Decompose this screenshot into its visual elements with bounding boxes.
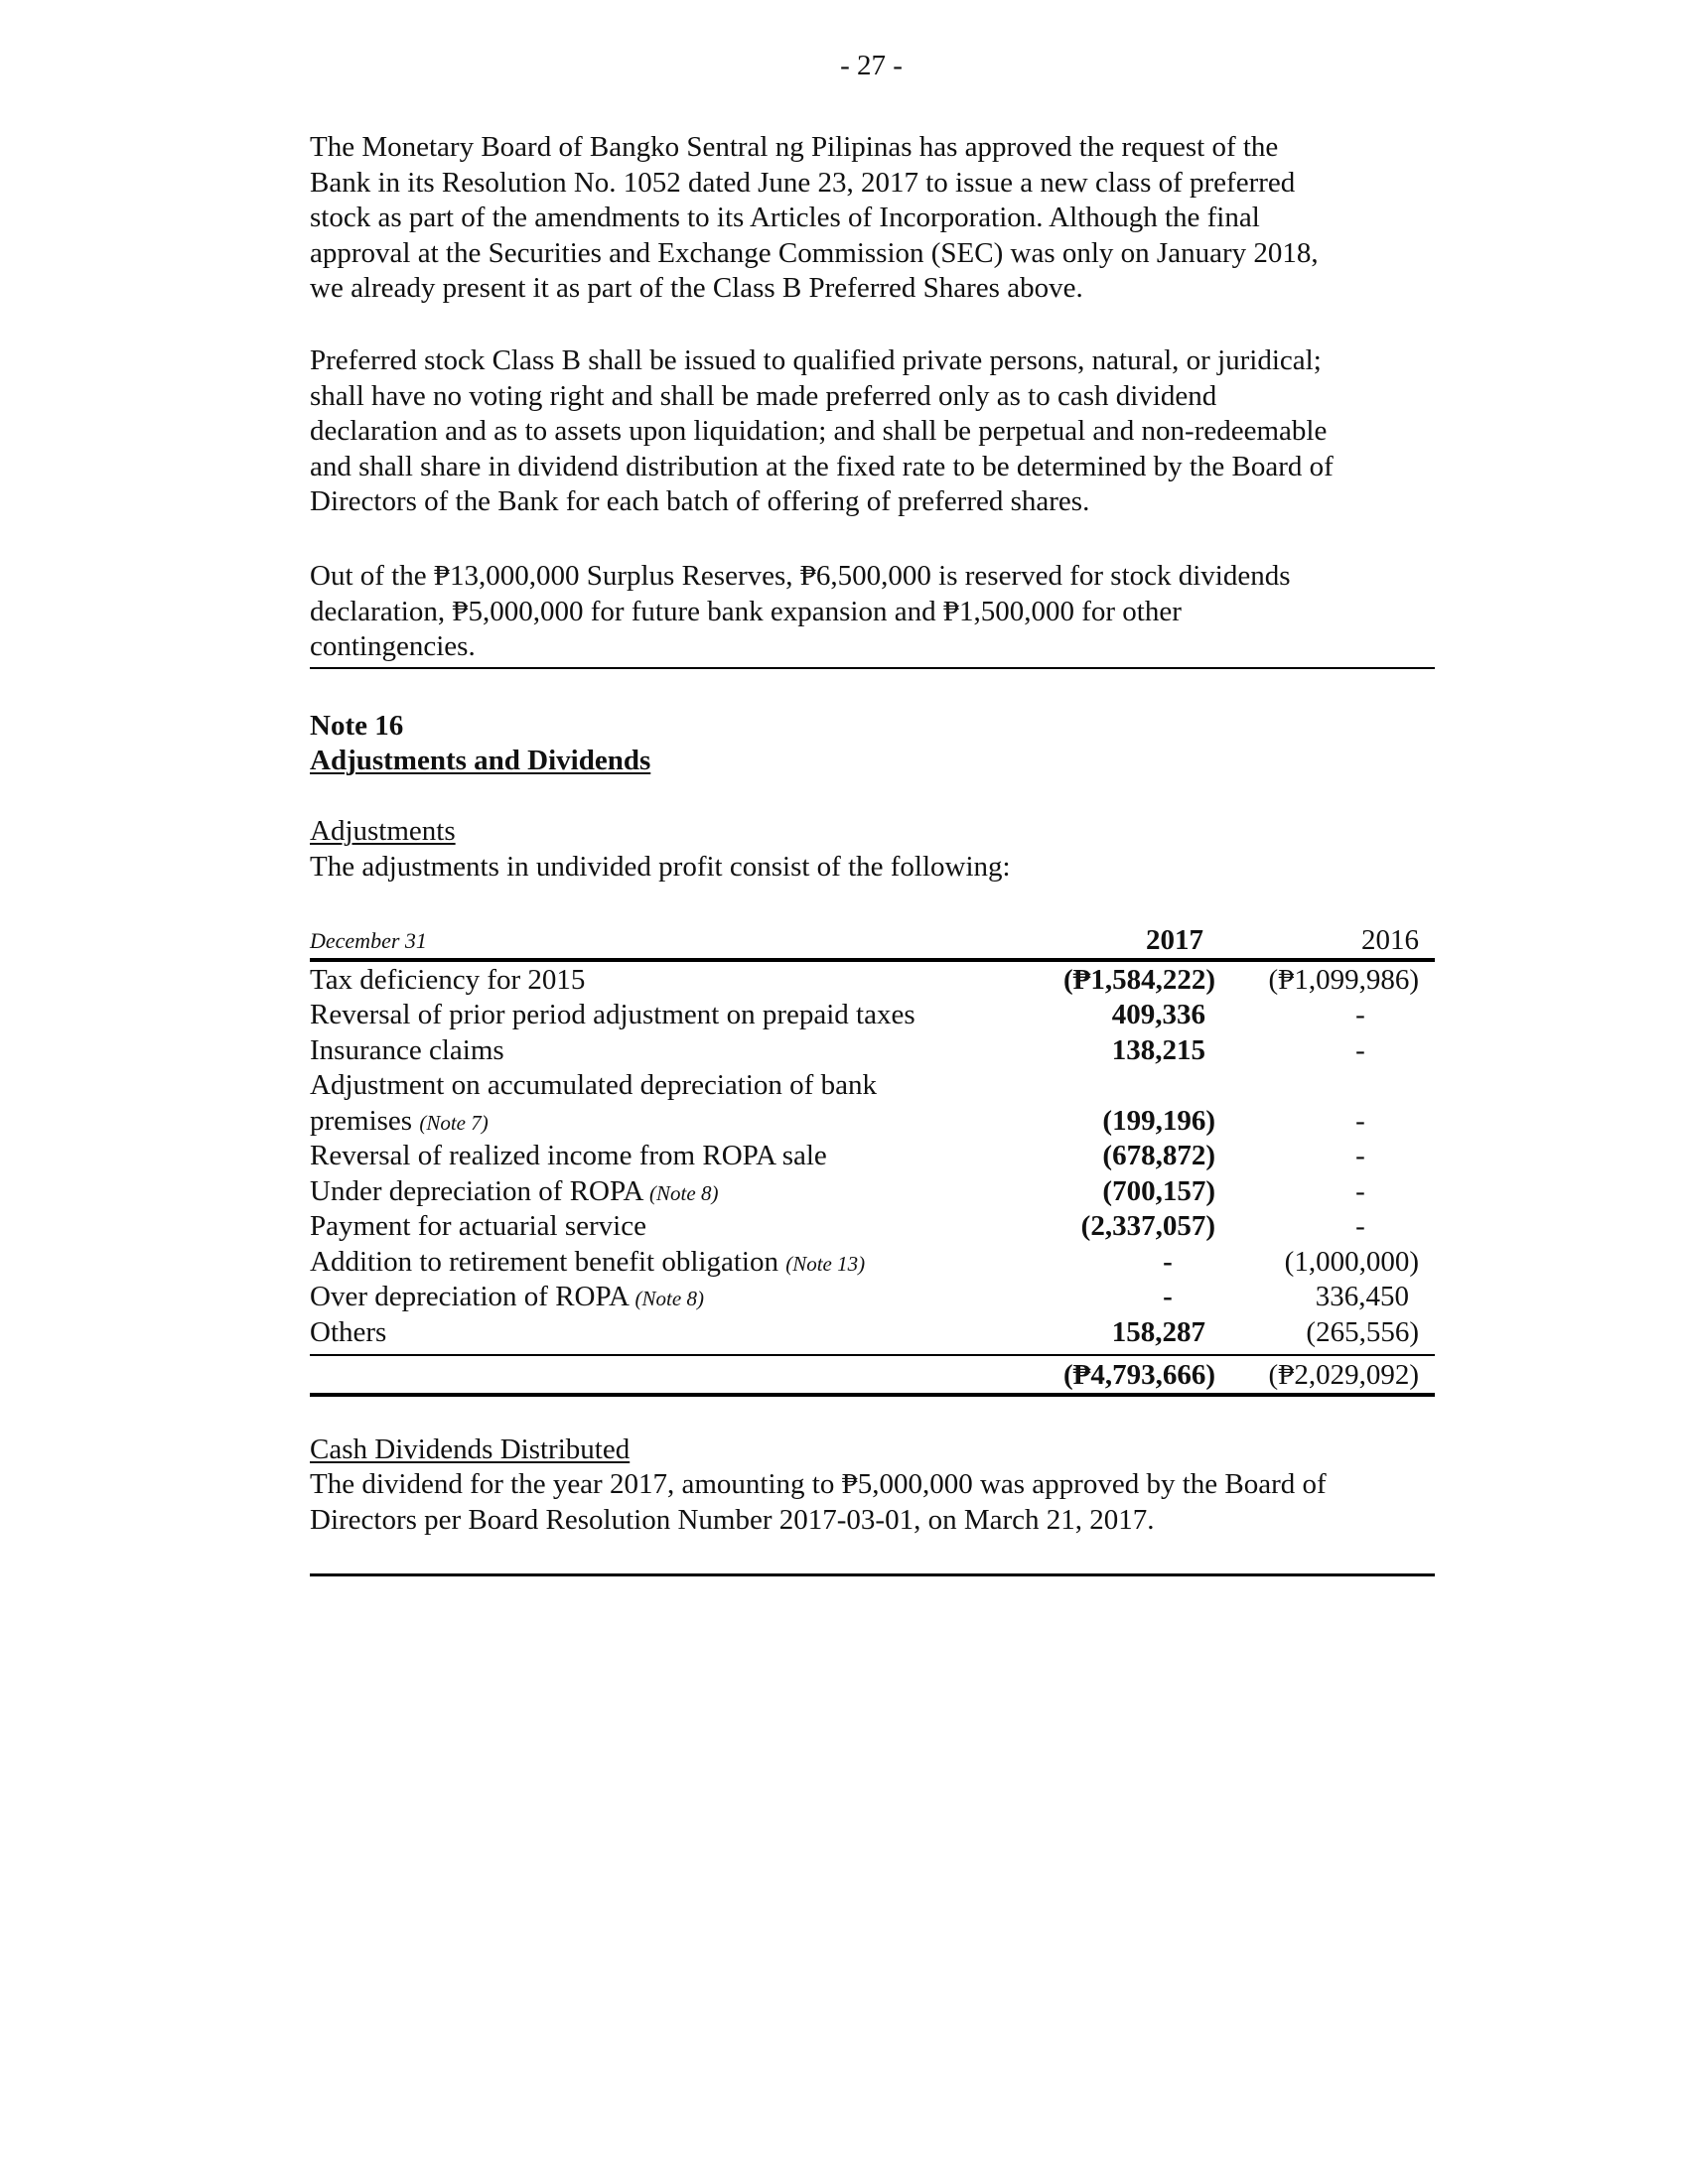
adjustments-subtitle: Adjustments	[310, 815, 456, 847]
value-2016: -	[1355, 1210, 1365, 1242]
row-label	[310, 1174, 718, 1212]
row-label: Tax deficiency for 2015	[310, 964, 586, 996]
note-reference: (Note 8)	[649, 1181, 719, 1205]
note-number: Note 16	[310, 710, 404, 742]
text-line: The Monetary Board of Bangko Sentral ng Pilipinas has approved the request of the	[310, 131, 1279, 163]
table-row	[310, 963, 1435, 999]
text-line: Bank in its Resolution No. 1052 dated June 23, 2017 to issue a new class of preferred	[310, 166, 1296, 199]
row-label: Others	[310, 1316, 387, 1348]
text-line: declaration, ₱5,000,000 for future bank expansion and ₱1,500,000 for other	[310, 595, 1182, 627]
row-label	[310, 1280, 704, 1317]
paragraph-class-b-terms	[310, 343, 1442, 520]
table-row	[310, 1315, 1435, 1351]
text-line: declaration and as to assets upon liquidation; and shall be perpetual and non-redeemable	[310, 415, 1328, 448]
row-label: Insurance claims	[310, 1034, 504, 1066]
value-2017: -	[1163, 1281, 1173, 1312]
table-row	[310, 1068, 1435, 1104]
text-line: Preferred stock Class B shall be issued to qualified private persons, natural, or juridical;	[310, 344, 1322, 376]
note-title: Adjustments and Dividends	[310, 745, 651, 776]
total-2017: (₱4,793,666)	[1062, 1359, 1215, 1391]
value-2017: (₱1,584,222)	[1062, 964, 1215, 996]
table-row	[310, 1104, 1435, 1140]
row-label: Payment for actuarial service	[310, 1210, 646, 1242]
value-2016: -	[1355, 999, 1365, 1030]
value-2016: (1,000,000)	[1284, 1246, 1419, 1278]
table-total-row	[310, 1358, 1435, 1394]
page-number: - 27 -	[840, 50, 903, 81]
row-label-text: Over depreciation of ROPA	[310, 1281, 629, 1312]
value-2017: (700,157)	[1102, 1175, 1215, 1207]
row-label: Adjustment on accumulated depreciation of bank	[310, 1069, 877, 1101]
row-label	[310, 1104, 489, 1142]
table-header-row	[310, 923, 1435, 959]
value-2016: -	[1355, 1034, 1365, 1066]
value-2016: -	[1355, 1140, 1365, 1171]
paragraph-surplus-reserves	[310, 559, 1442, 665]
text-line: we already present it as part of the Class B Preferred Shares above.	[310, 272, 1083, 305]
value-2016: -	[1355, 1105, 1365, 1137]
row-label	[310, 1245, 865, 1283]
table-row	[310, 1209, 1435, 1245]
note-reference: (Note 13)	[785, 1252, 866, 1276]
total-double-rule	[310, 1393, 1435, 1397]
text-line: Directors of the Bank for each batch of offering of preferred shares.	[310, 485, 1090, 518]
row-label-text: Addition to retirement benefit obligation	[310, 1246, 778, 1278]
text-line: approval at the Securities and Exchange Commission (SEC) was only on January 2018,	[310, 236, 1319, 269]
value-2016: (265,556)	[1306, 1316, 1419, 1348]
text-line: The dividend for the year 2017, amounting to ₱5,000,000 was approved by the Board of	[310, 1468, 1327, 1500]
table-row	[310, 1245, 1435, 1281]
header-date-label: December 31	[310, 928, 427, 953]
table-row	[310, 1280, 1435, 1315]
paragraph-class-b-approval	[310, 130, 1442, 307]
row-label: Reversal of realized income from ROPA sale	[310, 1140, 827, 1171]
value-2017: 409,336	[1111, 999, 1205, 1030]
value-2016: 336,450	[1315, 1281, 1409, 1312]
table-row	[310, 1174, 1435, 1210]
text-line: Directors per Board Resolution Number 2017-03-01, on March 21, 2017.	[310, 1503, 1155, 1536]
value-2017: (678,872)	[1102, 1140, 1215, 1171]
table-row	[310, 1033, 1435, 1069]
value-2016: (₱1,099,986)	[1268, 964, 1419, 996]
value-2017: (2,337,057)	[1080, 1210, 1215, 1242]
row-label: Reversal of prior period adjustment on prepaid taxes	[310, 999, 915, 1030]
text-line: and shall share in dividend distribution at the fixed rate to be determined by the Board of	[310, 450, 1334, 482]
text-line: Out of the ₱13,000,000 Surplus Reserves, ₱6,500,000 is reserved for stock dividends	[310, 560, 1291, 592]
text-line: stock as part of the amendments to its Articles of Incorporation. Although the final	[310, 202, 1260, 234]
value-2017: (199,196)	[1102, 1105, 1215, 1137]
table-row	[310, 1139, 1435, 1174]
adjustments-intro: The adjustments in undivided profit consist of the following:	[310, 851, 1011, 883]
value-2017: 138,215	[1111, 1034, 1205, 1066]
text-line: contingencies.	[310, 630, 476, 663]
section-end-rule	[310, 1573, 1435, 1576]
section-divider	[310, 667, 1435, 669]
value-2017: 158,287	[1111, 1316, 1205, 1348]
header-2016: 2016	[1361, 924, 1419, 956]
cash-dividends-text	[310, 1467, 1442, 1538]
header-thick-rule	[310, 958, 1435, 962]
row-label-text: premises	[310, 1105, 413, 1137]
note-reference: (Note 7)	[419, 1111, 489, 1135]
value-2016: -	[1355, 1175, 1365, 1207]
table-row	[310, 998, 1435, 1033]
row-label-text: Under depreciation of ROPA	[310, 1175, 642, 1207]
text-line: shall have no voting right and shall be made preferred only as to cash dividend	[310, 379, 1217, 412]
header-2017: 2017	[1146, 924, 1203, 956]
cash-dividends-subtitle: Cash Dividends Distributed	[310, 1433, 631, 1465]
value-2017: -	[1163, 1246, 1173, 1278]
total-2016: (₱2,029,092)	[1268, 1359, 1419, 1391]
note-reference: (Note 8)	[634, 1287, 704, 1310]
subtotal-rule	[310, 1354, 1435, 1356]
